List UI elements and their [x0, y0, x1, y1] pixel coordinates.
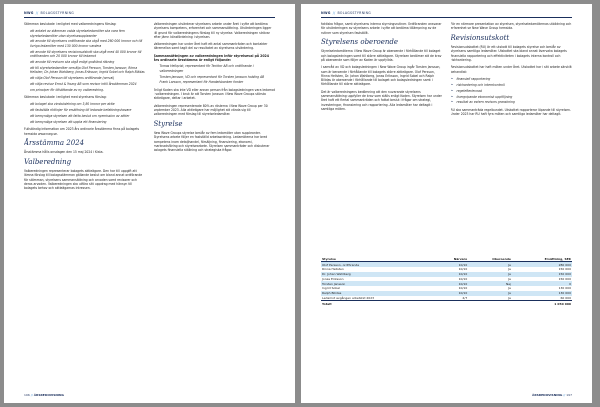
paragraph: Valberedningen utvärderar styrelsens arbete under året i syfte att bedöma styrelsens kompetens, erfarenhet och sammansättning. Utvärderingen ligger till grund för valberedningens förslag till ny styrelse. Valberedningen strävar efter jämn könsfördelning i styrelsen.	[153, 22, 272, 39]
list-item: • att välja revisor Ernst & Young AB som revisor intill årsstämman 2024	[30, 82, 146, 86]
paragraph: Styrelseledamöterna i New Wave Group är oberoende i förhållande till bolaget och bolagsledningen samt till större aktieägare. Styrelsen bedömer att de krav på oberoende som följer av Koden är uppfyllda.	[321, 49, 442, 62]
list-item: • att till styrelseledamöter omvälja Olof Persson, Torsten Jansson, Rinna Hellsten, Dr. Johan Wahlberg, Jonas Eriksson, Ingrid Sobel och Ralph Bilidas	[30, 66, 146, 75]
footer-label: ÅRSREDOVISNING	[532, 393, 563, 397]
paragraph: I samråd av VD och bolagsledningen i New Wave Group ingår Torsten Jansson, som är beroende i förhållande till bolagets större aktieägare. Olof Persson, Rinna Hellsten, Dr. Johan Wahlberg, Jonas Eriksson, Ingrid Sobel och Ralph Bilidas är oberoende i förhållande till bolaget och bolagsledningen samt i förhållande till större aktieägare.	[321, 65, 441, 87]
table-cell: Olof Persson, ordförande	[321, 262, 435, 267]
list-item: • Frank Larsson, representant för Handelsbanken fonder	[160, 80, 276, 84]
subheading: Sammansättningen av valberedningen inför styrelseval på 2024 års ordinarie årsstämma är enligt följande:	[153, 53, 269, 63]
table-cell: 10/10	[458, 276, 468, 281]
running-header: NWG // BOLAGSSTYRNING	[24, 11, 75, 15]
list-item: • Tomas Hellqvist, representant för Tecktor AB och ordförande i valberedningen	[160, 64, 276, 73]
table-cell: Ja	[468, 291, 512, 296]
table-total-row	[321, 301, 572, 306]
table-cell: Torsten Jansson	[321, 281, 435, 286]
table-cell: 60 000	[560, 296, 571, 301]
list-item: ► riskhantering och internkontroll	[457, 83, 573, 87]
table-cell: 10/10	[435, 281, 468, 286]
section-heading: Styrelse	[153, 119, 183, 128]
board-table	[321, 256, 572, 306]
list-item: • Torsten Jansson, VD och representant för Torsten Jansson holding AB	[160, 75, 276, 79]
table-cell: Ralph Bilidas	[321, 291, 435, 296]
paragraph: New Wave Groups styrelse består av fem ledamöter utan suppleanter. Styrelsens arbete följer en fastställd arbetsordning. Ledamöterna har bred kompetens inom detaljhandel, försäljning, finansiering, ekonomi, marknadsföring och styrelsearbete. Styrelsen sammanträder och diskuterar bolagets finansiella ställning och strategiska frågor.	[153, 131, 270, 153]
list-item: • att bemyndiga styrelsen att uppta ett finansiering	[30, 120, 146, 124]
page-number: 196	[24, 393, 30, 397]
table-cell: 150 000	[512, 272, 572, 277]
table-cell: Jonas Eriksson	[322, 276, 344, 281]
table-cell: 10/10	[435, 262, 468, 267]
paragraph: RU ska sammanträda regelbundet. Utskottet rapporterar löpande till styrelsen. Under 2023 har RU haft fyra möten och samtliga ledamöter har deltagit.	[450, 107, 571, 117]
right-columns	[321, 22, 572, 243]
page-number: 197	[566, 393, 572, 397]
paragraph: Fullständig information om 2023 års ordinarie årsstämma finns på bolagets hemsida www.nwg.se.	[24, 127, 140, 136]
paragraph: Det är valberedningens bedömning att den nuvarande styrelsens sammansättning uppfyller de krav som ställs enligt Koden. Styrelsen har under året haft ett flertal sammanträden och fattat beslut i frågor om strategi, investeringar, finansiering och rapportering. Alla ledamöter har deltagit i samtliga möten.	[321, 89, 442, 111]
table-cell: Ja	[508, 267, 511, 272]
table-cell: Dr. Johan Wahlberg	[321, 272, 435, 277]
left-columns	[24, 22, 275, 387]
list-item: ► finansiell rapportering	[457, 77, 573, 81]
right-page	[301, 4, 592, 403]
section-heading: Styrelsens oberoende	[321, 37, 399, 46]
column-header: Ersättning, SEK	[512, 256, 572, 262]
paragraph: För en närmare presentation av styrelsen, styrelseledamöternas utbildning och erfarenhet se New Wave Group hemsida.	[450, 22, 572, 31]
table-cell: 130 000	[558, 286, 571, 291]
table-cell: 10/10	[458, 286, 468, 291]
paragraph: Valberedningen representerar bolagets aktieägare. Den har till uppgift att lämna förslag till bolagsstämman gällande beslut om bland annat ordförande för stämman, styrelsens sammansättning och arvoden samt revisorer och deras arvoden. Valberedningen ska utföra sitt uppdrag med hänsyn till bolagets behov och aktieägarnas intressen.	[24, 169, 143, 191]
section-label: BOLAGSSTYRNING	[337, 11, 372, 15]
table-cell: 0	[512, 281, 572, 286]
table-cell: 10/10	[458, 267, 468, 272]
list-item: • att bolaget ska vinstutdelning om 3,80 kronor per aktie	[30, 102, 146, 106]
left-column-1	[24, 22, 146, 387]
left-page	[4, 4, 295, 403]
section-heading: Årsstämma 2024	[24, 138, 85, 147]
paragraph: Årsstämma hålls onsdagen den 15 maj 2024 i Kista.	[24, 150, 104, 155]
table-cell: Ledamot avgången arbetstid 2023	[322, 296, 375, 301]
paragraph: Revisionsutskottet (RU) är ett utskott till bolagets styrelse och består av styrelsens samtliga ledamöter. Utskottet ska bland annat övervaka bolagets finansiella rapportering och effektiviteten i bolagets interna kontroll och riskhantering.	[450, 45, 567, 62]
paragraph: Valberedningen har under året haft ett antal sammanträden och kontakter däremellan samt tagit del av resultatet av styrelsens utvärdering.	[153, 42, 268, 51]
brand-label: NWG	[24, 11, 34, 15]
paragraph: Revisionsutskottet har haft möten under året. Utskottet har i sitt arbete särskilt behandlat:	[450, 65, 572, 74]
list-item: • att bemyndiga styrelsen att fatta beslut om nyemission av aktier	[30, 114, 146, 118]
table-cell: Ja	[468, 272, 512, 277]
column-header: Närvaro	[435, 256, 468, 262]
page-footer: ÅRSREDOVISNING // 197	[532, 393, 572, 397]
list-item: • att välja Olof Persson till styrelsens ordförande (omval)	[30, 76, 146, 80]
list-item: • om principer för tillsättande av ny valberedning.	[30, 88, 146, 92]
table-cell	[468, 301, 512, 306]
table-cell: Ja	[508, 296, 511, 301]
section-label: BOLAGSSTYRNING	[40, 11, 75, 15]
paragraph: Stämman beslutade i enlighet med styrelsens förslag:	[24, 95, 107, 100]
list-item: ► regelefterlevnad	[457, 89, 573, 93]
table-cell: 130 000	[512, 291, 572, 296]
column-header: Oberoende	[468, 256, 512, 262]
table-cell: 10/10	[435, 291, 468, 296]
paragraph: Stämman beslutade i enlighet med valberedningens förslag:	[24, 22, 117, 26]
section-heading: Revisionsutskott	[450, 33, 510, 42]
list-item: ► övergripande ekonomisk uppföljning	[457, 95, 573, 99]
brand-label: NWG	[321, 11, 331, 15]
topic-list	[451, 77, 573, 105]
paragraph: Valberedningen representerade 80% av rösterna i New Wave Group per 30 september 2023. Alla aktieägare har möjlighet att vända sig till valberedningen med förslag till styrelseledamöter.	[153, 103, 268, 117]
table-cell: Rinna Hellsten	[322, 267, 344, 272]
list-item: ► resultat av extern revisors granskning	[457, 100, 573, 104]
list-item: • att fastställa riktlinjer för ersättning till ledande befattningshavare	[30, 108, 146, 112]
page-footer: 196 // ÅRSREDOVISNING	[24, 393, 64, 397]
table-cell: Ja	[508, 286, 511, 291]
table-cell: Ingrid Sobel	[322, 286, 340, 291]
left-column-2	[154, 22, 276, 387]
table-cell	[435, 301, 468, 306]
list-item: • att arvode till styrelsens revisionsutskott ska utgå med 40 000 kronor till ordföranden och 20 000 kronor till ledamot	[30, 50, 146, 59]
section-heading: Valberedning	[24, 157, 72, 166]
table-cell: 150 000	[558, 276, 571, 281]
table-cell: 4/7	[462, 296, 468, 301]
list-item: • att arvode till styrelsens ordförande ska utgå med 260 000 kronor och till övriga ledamöter med 130 000 kronor vardera	[30, 39, 146, 48]
table-cell: Totalt	[321, 301, 435, 306]
table-cell: 1 050 000	[512, 301, 572, 306]
column-header: Styrelse	[321, 256, 435, 262]
table-cell: Ja	[468, 262, 512, 267]
table-cell: Nej	[468, 281, 512, 286]
running-header: NWG // BOLAGSSTYRNING	[321, 11, 372, 15]
list-item: • att antalet av stämman valda styrelseledamöter ska vara fem styrelseledamöter utan styrelsesuppleanter	[30, 29, 146, 38]
committee-list	[154, 64, 276, 84]
table-cell: 280 000	[512, 262, 572, 267]
list-item: • att arvode till revisorn ska utgå enligt godkänd räkning	[30, 60, 146, 64]
decision-list	[24, 29, 146, 92]
header-rule	[321, 17, 572, 18]
paragraph: faktiska frågor, samt styrelsens interna styrningsrutiner. Ordföranden ansvarar för utvärderingen av styrelsens arbete i syfte att bedöma tillämpning av de rutiner som styrelsen fastställt.	[321, 22, 442, 35]
paragraph: Enligt Koden ska inte VD eller annan person från bolagsledningen vara ledamot i valberedningen. I bruk är att Torsten Jansson i New Wave Groups största aktieägare, deltar i arbetet.	[153, 87, 275, 101]
table-cell: 10/10	[435, 272, 468, 277]
table-cell: 150 000	[558, 267, 571, 272]
header-rule	[24, 17, 275, 18]
table-cell: Ja	[508, 276, 511, 281]
footer-label: ÅRSREDOVISNING	[33, 393, 64, 397]
decision-list	[24, 102, 146, 124]
right-column-1	[321, 22, 443, 243]
right-column-2	[451, 22, 573, 243]
